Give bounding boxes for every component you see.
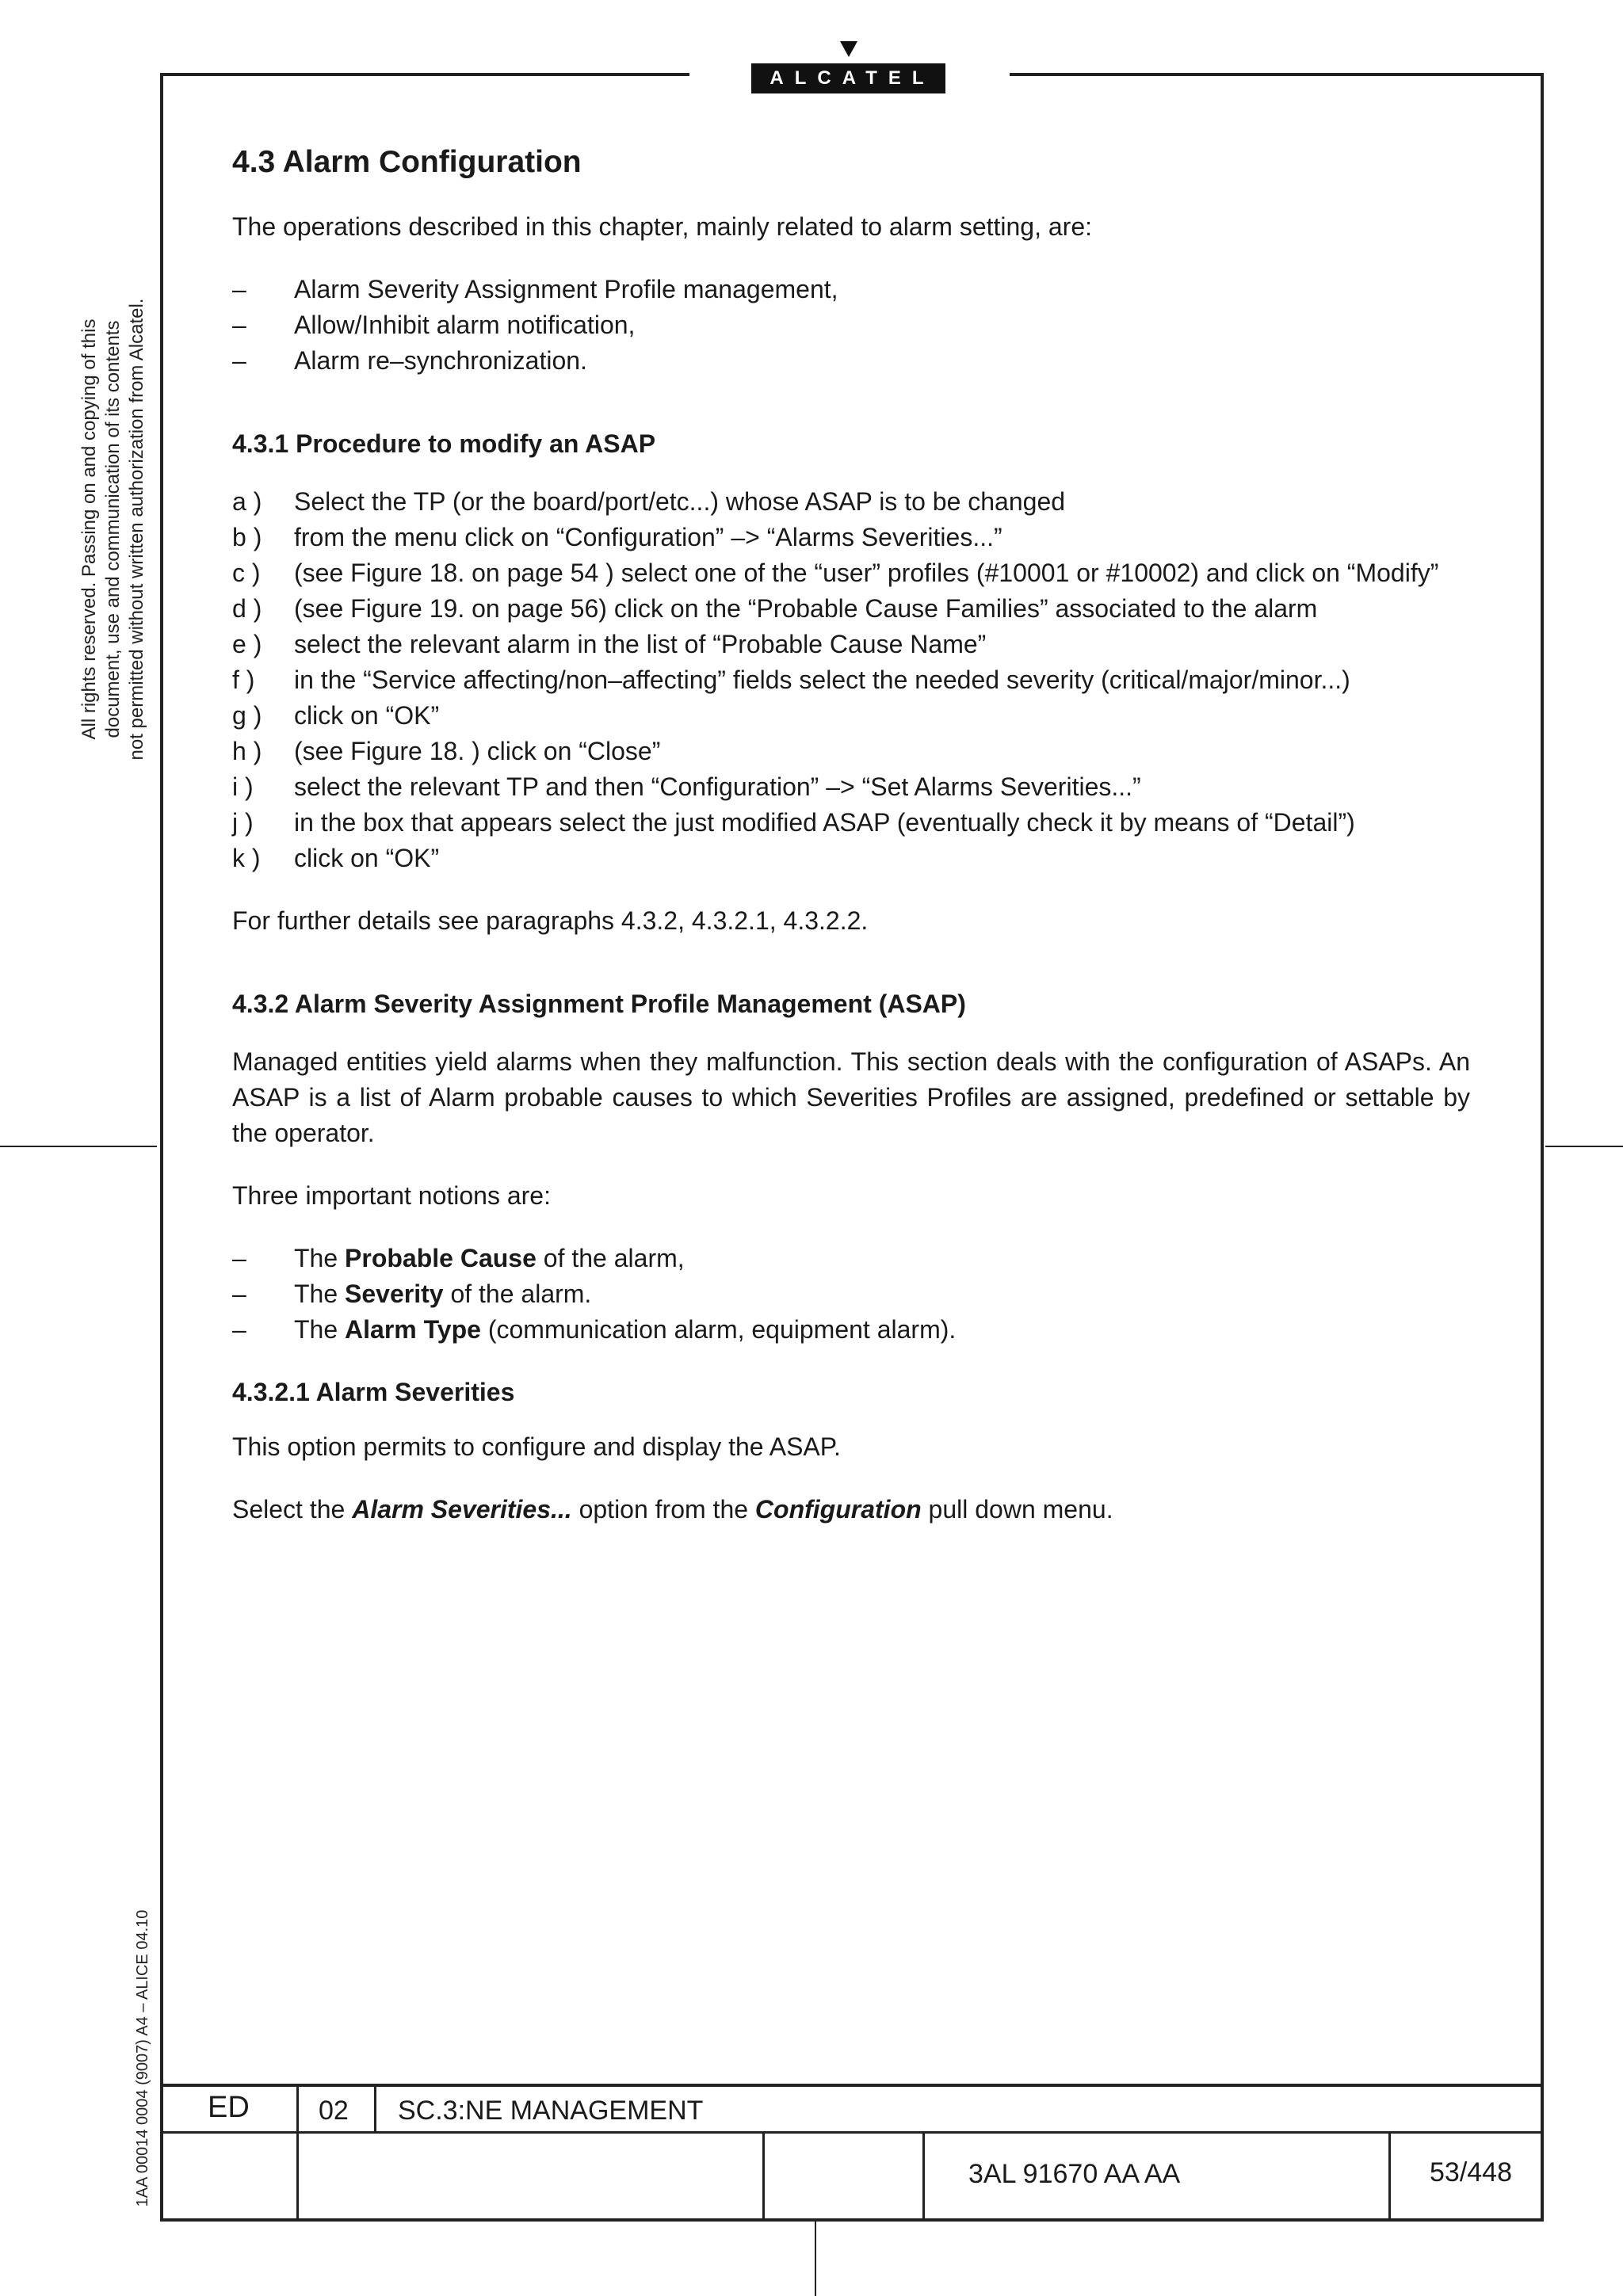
footer-ed-label: ED (208, 2091, 250, 2124)
step-item (232, 841, 1470, 876)
alcatel-triangle-icon (840, 41, 857, 57)
step-marker: f ) (232, 666, 255, 694)
alarm-severities-instruction: Select the Alarm Severities... option from the Configuration pull down menu. (232, 1495, 1113, 1524)
frame-top-right-line (1010, 73, 1544, 76)
footer-table (160, 2084, 1544, 2218)
step-marker: h ) (232, 737, 262, 765)
page-content (232, 143, 1470, 1554)
frame-bottom-line (160, 2218, 1544, 2222)
footer-top-rule (160, 2084, 1544, 2087)
notions-list (232, 1241, 1470, 1348)
form-code: 1AA 00014 0004 (9007) A4 – ALICE 04.10 (134, 1909, 151, 2207)
step-text: click on “OK” (294, 844, 440, 872)
step-item (232, 662, 1470, 698)
step-item (232, 484, 1470, 520)
step-text: (see Figure 18. on page 54 ) select one of the “user” profiles (#10001 or #10002) and click on “Modify” (294, 559, 1439, 587)
list-item (232, 272, 1470, 307)
copyright-line: not permitted without written authorization from Alcatel. (126, 298, 147, 761)
step-text: Select the TP (or the board/port/etc...) whose ASAP is to be changed (294, 487, 1066, 516)
bullet-dash: – (232, 1315, 246, 1344)
step-text: select the relevant alarm in the list of “Probable Cause Name” (294, 630, 987, 658)
step-marker: g ) (232, 701, 262, 730)
procedure-steps (232, 484, 1470, 876)
list-item-text: Allow/Inhibit alarm notification, (294, 311, 636, 339)
footer-page-number: 53/448 (1430, 2157, 1512, 2187)
step-text: from the menu click on “Configuration” –> “Alarms Severities...” (294, 523, 1002, 551)
step-text: (see Figure 19. on page 56) click on the “Probable Cause Families” associated to the alarm (294, 594, 1318, 623)
step-item (232, 591, 1470, 627)
step-text: in the “Service affecting/non–affecting” fields select the needed severity (critical/major/minor...) (294, 666, 1350, 694)
list-item (232, 307, 1470, 343)
step-item (232, 627, 1470, 662)
list-item (232, 1276, 1470, 1312)
bullet-dash: – (232, 311, 246, 339)
footer-divider (1388, 2131, 1391, 2218)
step-marker: b ) (232, 523, 262, 551)
list-item-text: The Severity of the alarm. (294, 1280, 592, 1308)
step-marker: c ) (232, 559, 261, 587)
step-marker: e ) (232, 630, 262, 658)
step-marker: i ) (232, 772, 254, 801)
step-text: in the box that appears select the just modified ASAP (eventually check it by means of “Detail”) (294, 808, 1355, 837)
copyright-line: All rights reserved. Passing on and copying of this (78, 318, 100, 740)
step-marker: d ) (232, 594, 262, 623)
copyright-line: document, use and communication of its contents (102, 320, 124, 738)
section-intro: The operations described in this chapter, mainly related to alarm setting, are: (232, 212, 1093, 241)
footer-divider (762, 2131, 765, 2218)
footer-divider (296, 2084, 299, 2218)
bullet-dash: – (232, 346, 246, 375)
bullet-dash: – (232, 275, 246, 303)
further-details: For further details see paragraphs 4.3.2, 4.3.2.1, 4.3.2.2. (232, 906, 869, 935)
frame-right-line (1541, 73, 1544, 2222)
footer-ed-value: 02 (319, 2096, 349, 2126)
section-title: 4.3 Alarm Configuration (232, 145, 582, 179)
bullet-dash: – (232, 1280, 246, 1308)
footer-mid-rule (160, 2131, 1544, 2134)
subsection-title: 4.3.2 Alarm Severity Assignment Profile Management (ASAP) (232, 990, 966, 1018)
step-marker: k ) (232, 844, 261, 872)
step-item (232, 698, 1470, 734)
fold-mark-left (0, 1146, 157, 1147)
alcatel-logo: ALCATEL (751, 63, 945, 93)
fold-mark-right (1545, 1146, 1623, 1147)
list-item-text: Alarm Severity Assignment Profile management, (294, 275, 838, 303)
notions-intro: Three important notions are: (232, 1181, 551, 1210)
copyright-notice (78, 252, 149, 807)
subsubsection-title: 4.3.2.1 Alarm Severities (232, 1378, 515, 1406)
step-marker: a ) (232, 487, 262, 516)
frame-left-line (160, 73, 163, 2222)
footer-chapter: SC.3:NE MANAGEMENT (398, 2096, 704, 2126)
step-text: (see Figure 18. ) click on “Close” (294, 737, 661, 765)
list-item-text: The Probable Cause of the alarm, (294, 1244, 685, 1272)
step-item (232, 555, 1470, 591)
step-item (232, 734, 1470, 769)
frame-top-left-line (162, 73, 689, 76)
list-item-text: The Alarm Type (communication alarm, equipment alarm). (294, 1315, 957, 1344)
step-text: select the relevant TP and then “Configuration” –> “Set Alarms Severities...” (294, 772, 1141, 801)
step-item (232, 520, 1470, 555)
subsection-title: 4.3.1 Procedure to modify an ASAP (232, 429, 656, 458)
asap-description: Managed entities yield alarms when they malfunction. This section deals with the configuration of ASAPs. An ASAP is a list of Alarm probable causes to which Severities Profiles are assigned, predefined or settable by the operator. (232, 1047, 1470, 1147)
step-marker: j ) (232, 808, 254, 837)
step-item (232, 769, 1470, 805)
operations-list (232, 272, 1470, 379)
list-item (232, 1312, 1470, 1348)
footer-doc-code: 3AL 91670 AA AA (968, 2159, 1181, 2189)
list-item (232, 343, 1470, 379)
footer-divider (922, 2131, 925, 2218)
list-item (232, 1241, 1470, 1276)
alarm-severities-desc: This option permits to configure and display the ASAP. (232, 1432, 841, 1461)
step-text: click on “OK” (294, 701, 440, 730)
list-item-text: Alarm re–synchronization. (294, 346, 587, 375)
footer-divider (374, 2084, 376, 2131)
bullet-dash: – (232, 1244, 246, 1272)
fold-mark-bottom (815, 2222, 816, 2296)
step-item (232, 805, 1470, 841)
